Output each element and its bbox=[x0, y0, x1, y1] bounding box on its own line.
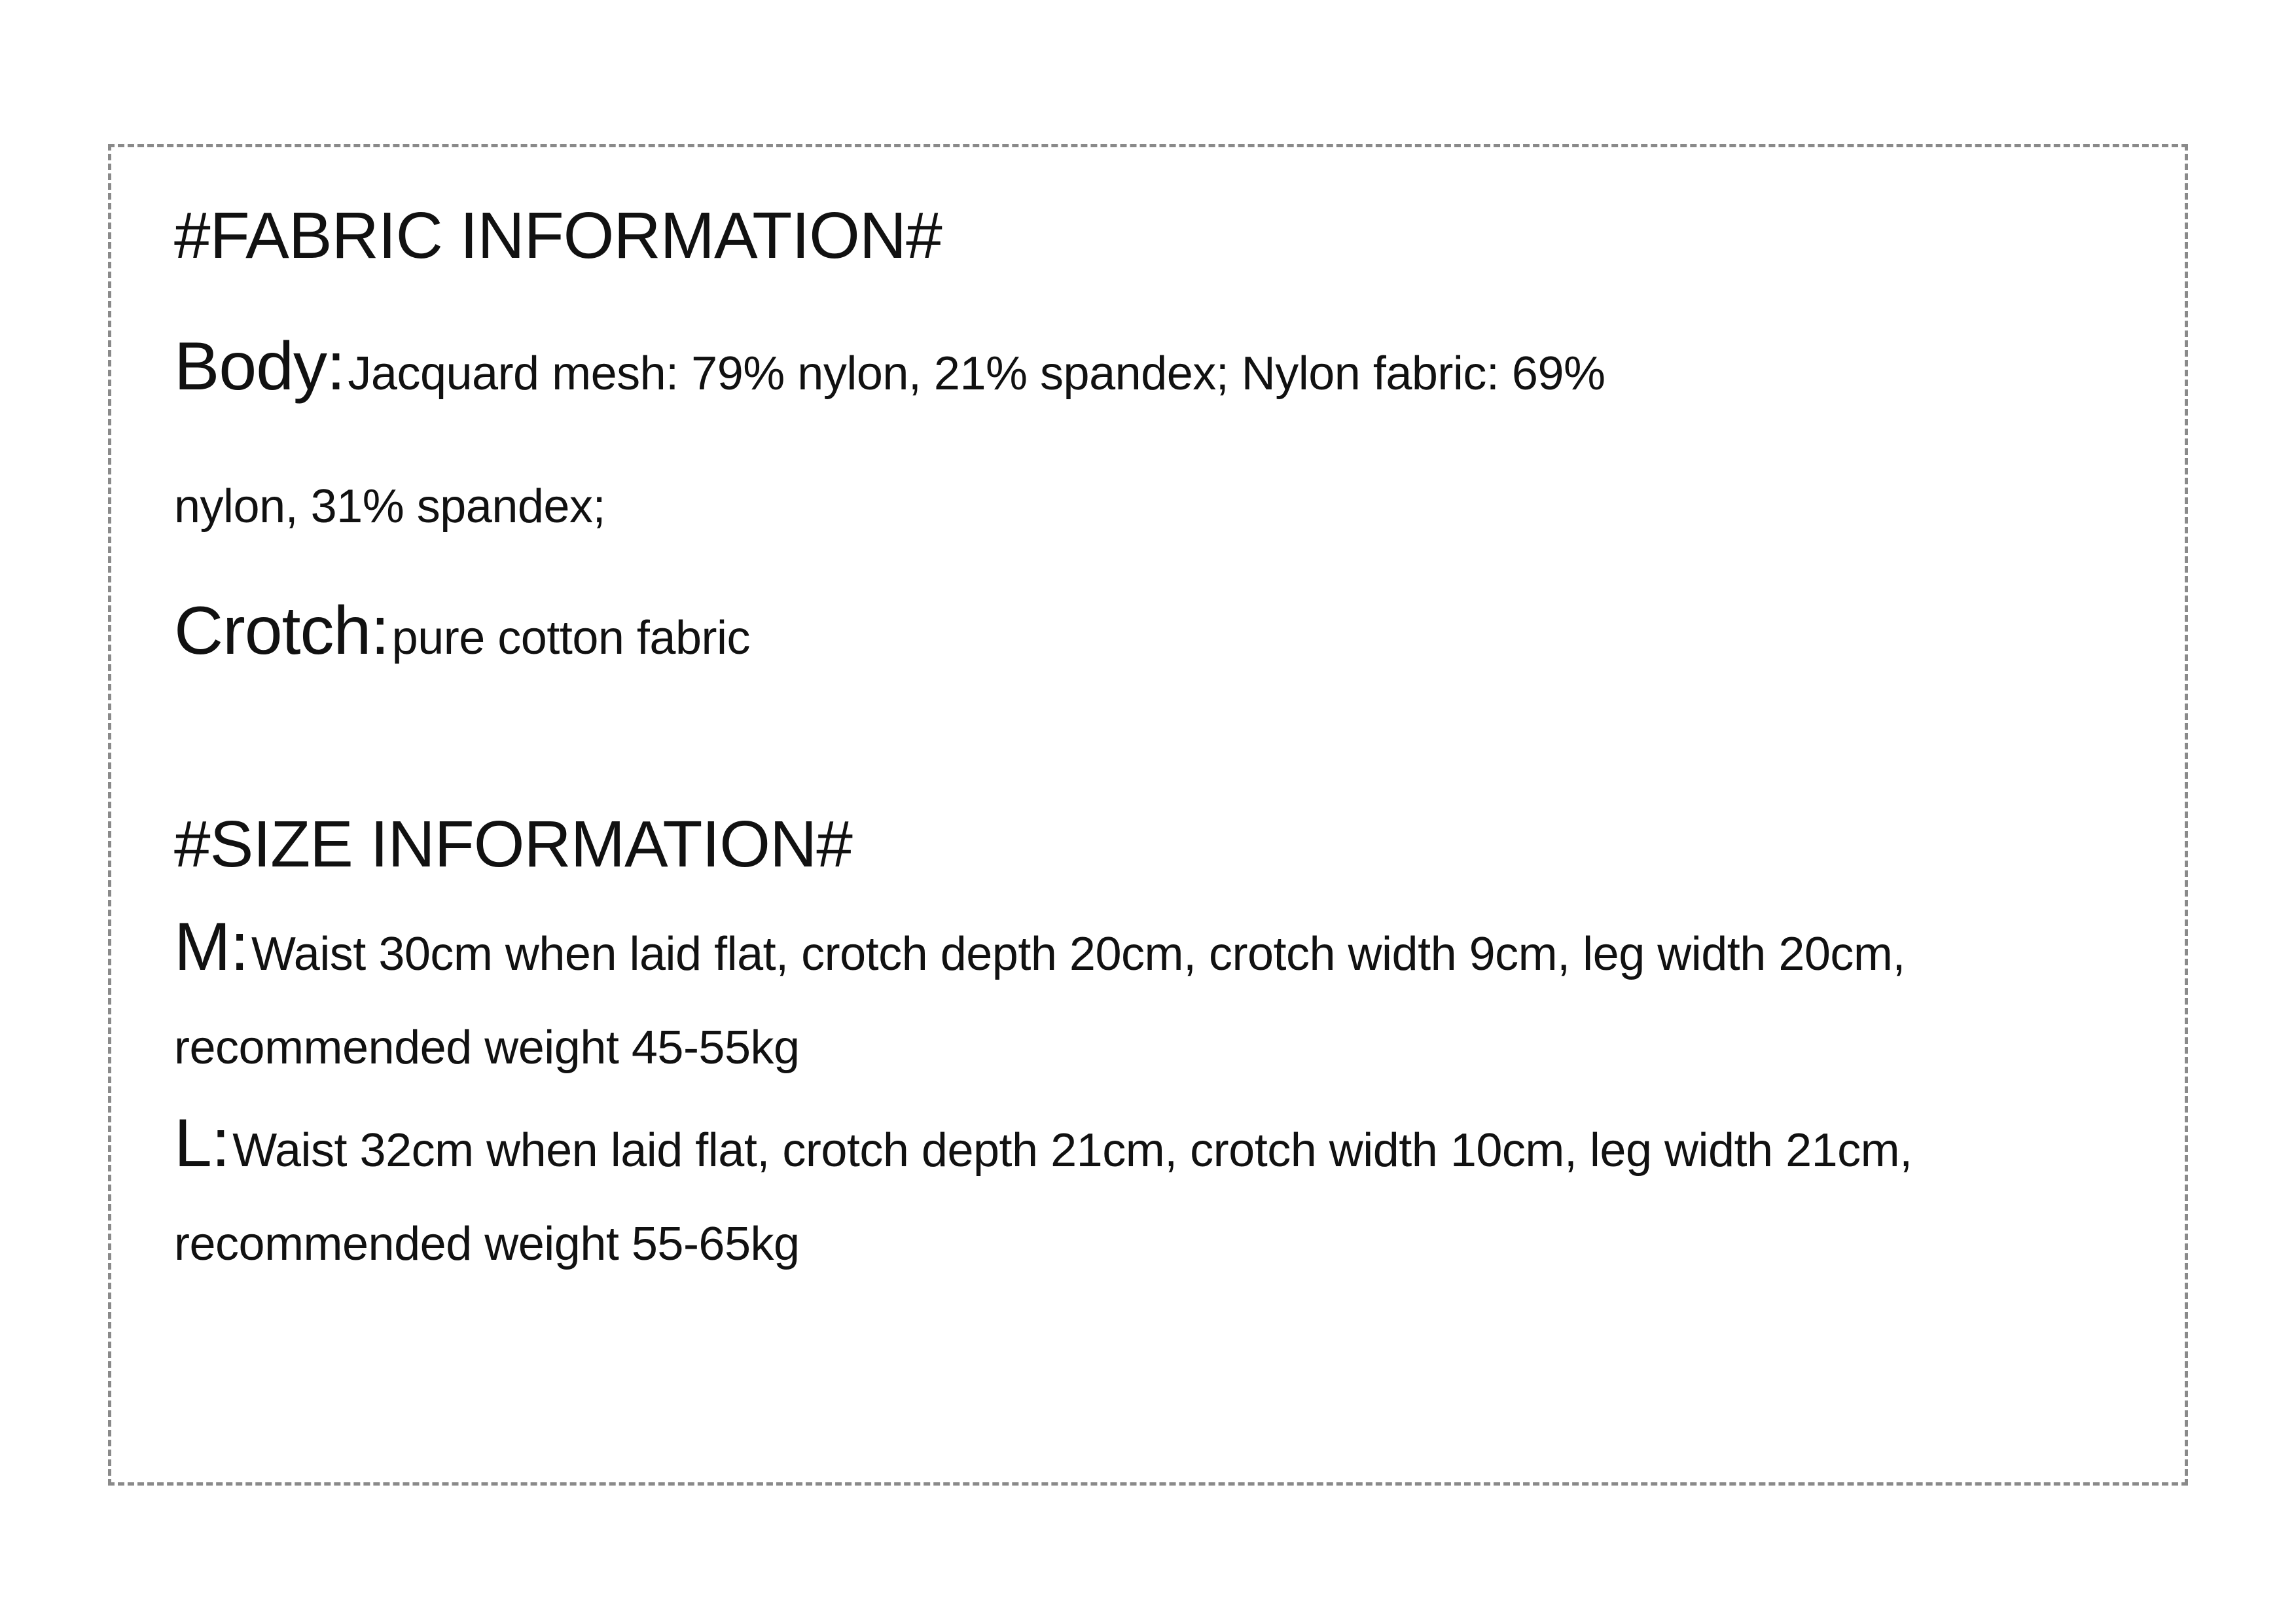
fabric-heading: #FABRIC INFORMATION# bbox=[174, 199, 942, 272]
size-l-row bbox=[174, 1105, 1912, 1181]
crotch-text: pure cotton fabric bbox=[391, 612, 750, 664]
size-m-label: M: bbox=[174, 909, 249, 985]
size-m-row bbox=[174, 909, 1905, 985]
body-text-line1: Jacquard mesh: 79% nylon, 21% spandex; Nylon fabric: 69% bbox=[348, 348, 1605, 400]
size-l-text-line1: Waist 32cm when laid flat, crotch depth 21cm, crotch width 10cm, leg width 21cm, bbox=[232, 1124, 1912, 1177]
body-row bbox=[174, 329, 1605, 404]
size-m-text-line2: recommended weight 45-55kg bbox=[174, 1022, 800, 1074]
crotch-label: Crotch: bbox=[174, 593, 389, 669]
crotch-row bbox=[174, 593, 750, 669]
body-label: Body: bbox=[174, 329, 345, 404]
body-text-line2: nylon, 31% spandex; bbox=[174, 480, 605, 533]
size-l-label: L: bbox=[174, 1105, 230, 1181]
size-m-text-line1: Waist 30cm when laid flat, crotch depth 20cm, crotch width 9cm, leg width 20cm, bbox=[251, 928, 1905, 980]
size-heading: #SIZE INFORMATION# bbox=[174, 808, 852, 881]
size-l-text-line2: recommended weight 55-65kg bbox=[174, 1218, 800, 1270]
